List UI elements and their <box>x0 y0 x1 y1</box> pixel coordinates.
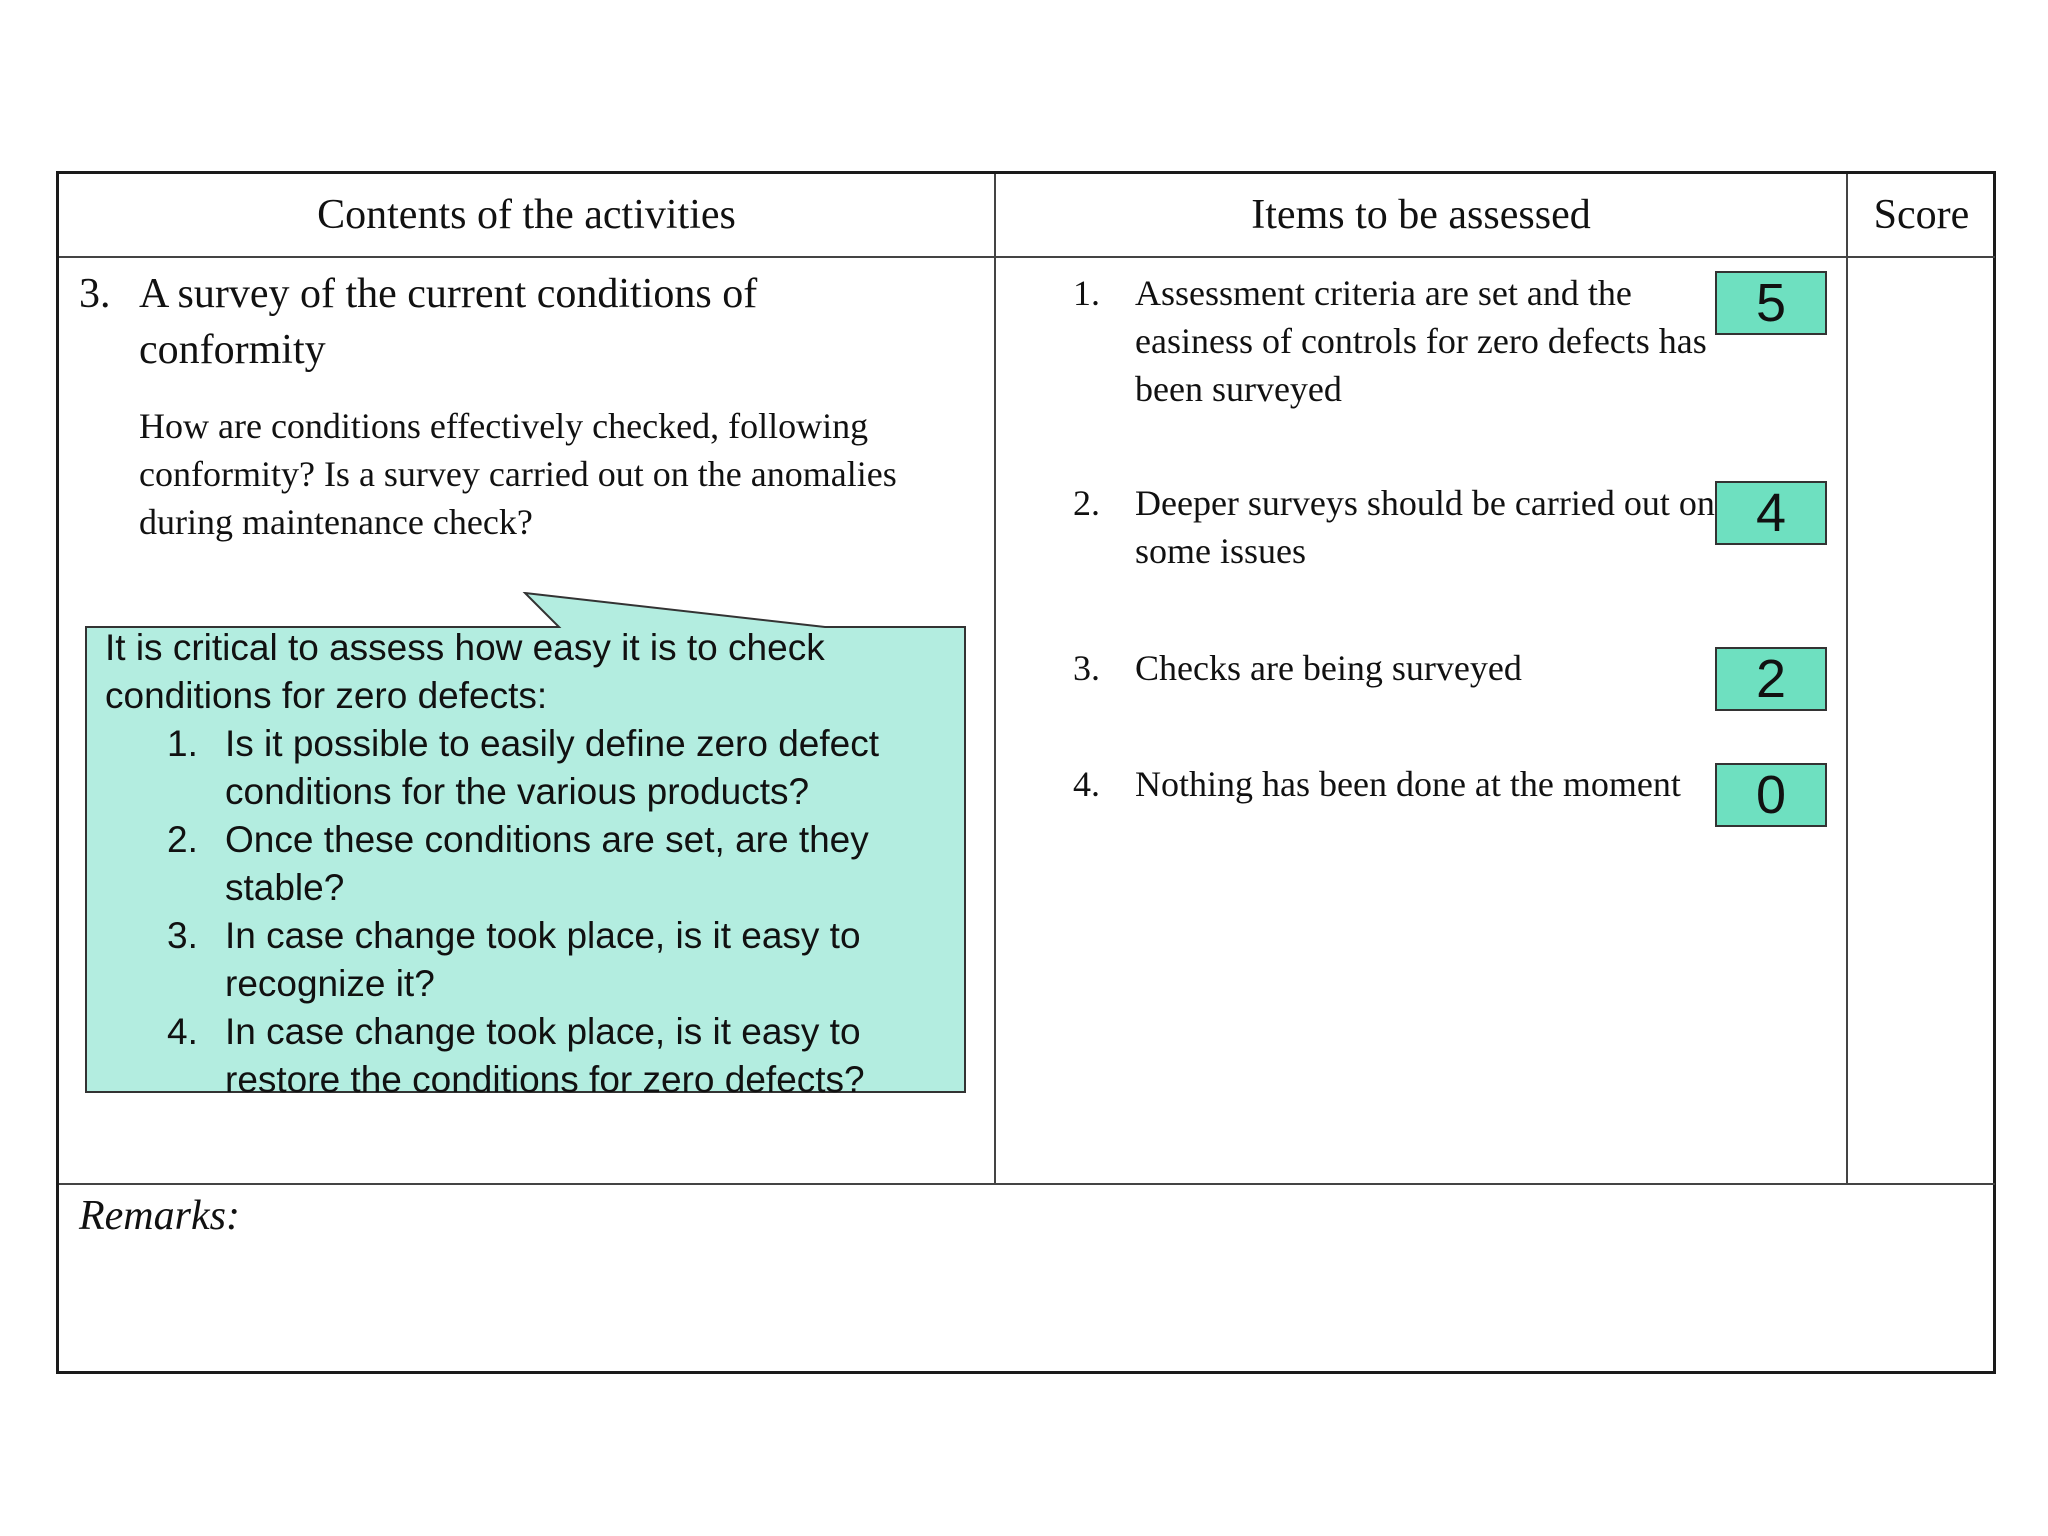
section-number: 3. <box>79 271 111 317</box>
callout-point-text: Is it possible to easily define zero defect conditions for the various products? <box>225 723 880 812</box>
section-title-text: A survey of the current conditions of conformity <box>139 271 758 373</box>
callout-point <box>105 720 965 816</box>
score-box-item-4: 0 <box>1715 763 1827 827</box>
item-text: Deeper surveys should be carried out on some issues <box>1135 483 1715 571</box>
callout-point-text: In case change took place, is it easy to recognize it? <box>225 915 861 1004</box>
header-divider <box>59 256 1995 258</box>
callout-intro: It is critical to assess how easy it is to check conditions for zero defects: <box>105 627 825 716</box>
callout-point <box>105 912 965 1008</box>
column-divider-2 <box>1846 174 1848 1185</box>
item-number: 2. <box>1073 483 1100 523</box>
callout-point-number: 1. <box>167 723 198 764</box>
callout-point-number: 2. <box>167 819 198 860</box>
score-box-item-3: 2 <box>1715 647 1827 711</box>
callout-point-text: In case change took place, is it easy to restore the conditions for zero defects? <box>225 1011 865 1100</box>
item-number: 1. <box>1073 273 1100 313</box>
assessment-table <box>56 171 1996 1374</box>
score-box-item-2: 4 <box>1715 481 1827 545</box>
callout-list <box>105 720 965 1104</box>
item-text: Checks are being surveyed <box>1135 648 1522 688</box>
callout-point-number: 3. <box>167 915 198 956</box>
header-contents: Contents of the activities <box>317 192 736 238</box>
callout-point <box>105 1008 965 1104</box>
remarks-label: Remarks: <box>79 1193 240 1239</box>
item-text: Nothing has been done at the moment <box>1135 764 1681 804</box>
header-items: Items to be assessed <box>1251 192 1591 238</box>
callout-point-text: Once these conditions are set, are they stable? <box>225 819 869 908</box>
score-box-item-1: 5 <box>1715 271 1827 335</box>
callout-box <box>85 592 965 1100</box>
item-number: 4. <box>1073 764 1100 804</box>
remarks-divider <box>59 1183 1995 1185</box>
item-number: 3. <box>1073 648 1100 688</box>
column-divider-1 <box>994 174 996 1185</box>
callout-text <box>105 624 965 1104</box>
section-question: How are conditions effectively checked, following conformity? Is a survey carried out on the anomalies during maintenance check? <box>139 406 897 542</box>
callout-point <box>105 816 965 912</box>
header-score: Score <box>1873 192 1970 238</box>
callout-point-number: 4. <box>167 1011 198 1052</box>
item-text: Assessment criteria are set and the easiness of controls for zero defects has been surveyed <box>1135 273 1707 409</box>
